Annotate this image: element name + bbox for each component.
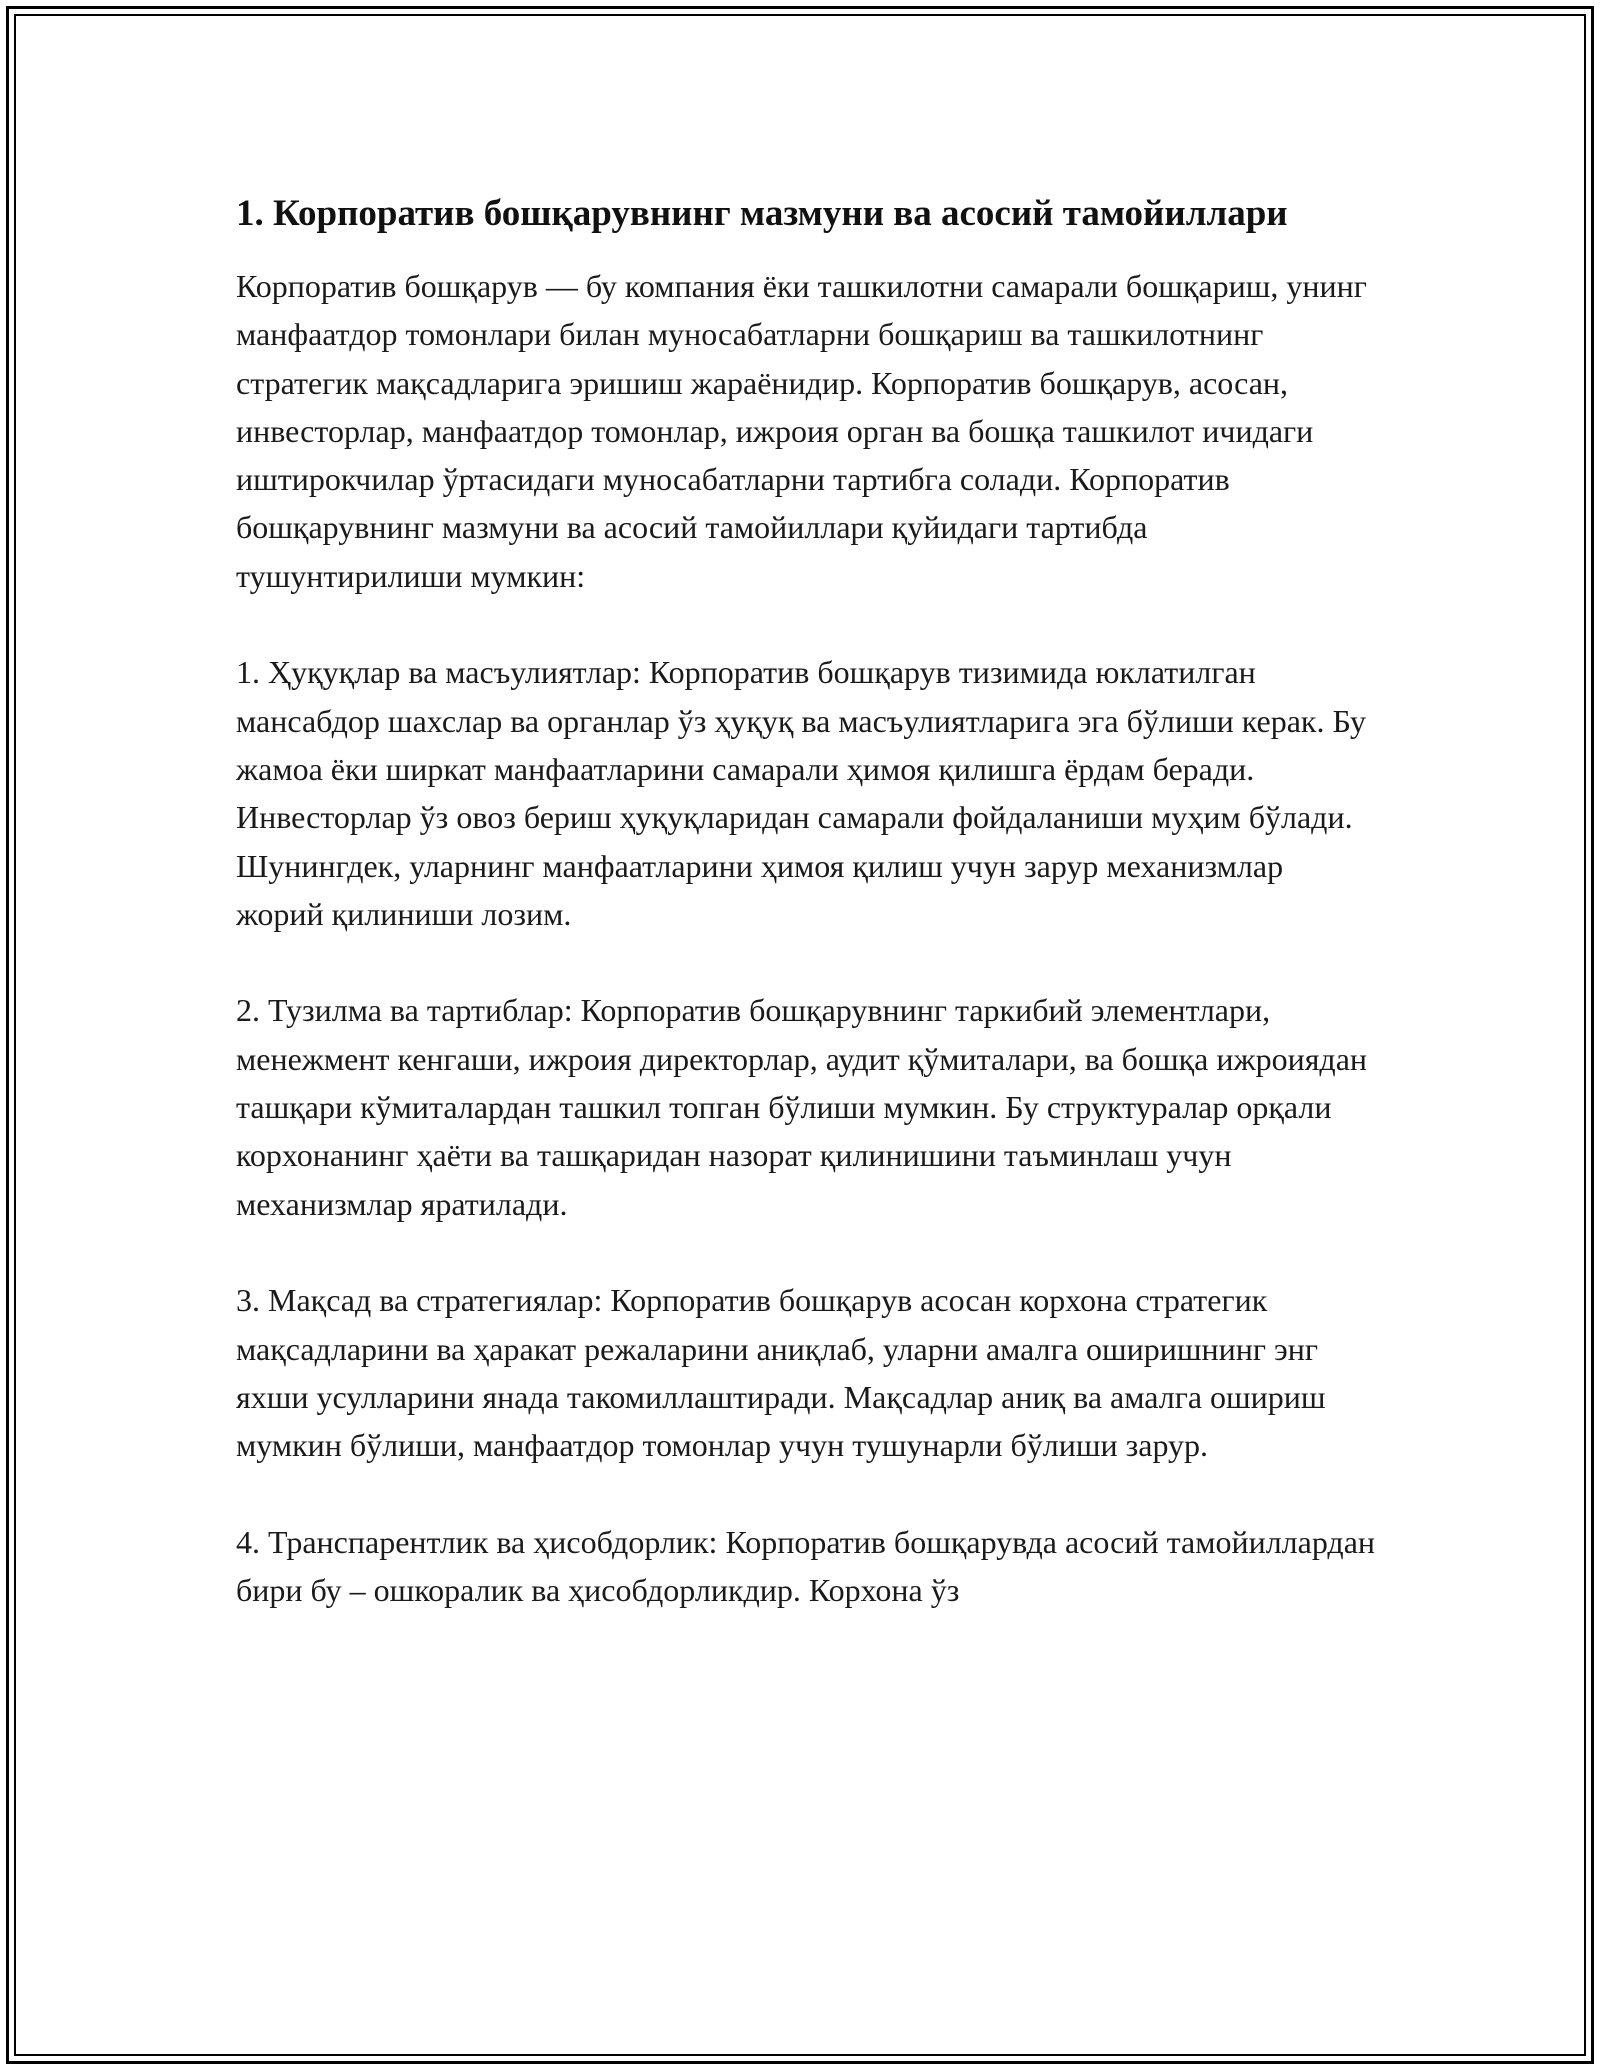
- paragraph-structure-procedures: 2. Тузилма ва тартиблар: Корпоратив бошқарувнинг таркибий элементлари, менежмент кенгаши, ижроия директорлар, аудит қўмиталари, ва бошқа ижроиядан ташқари кўмиталардан ташкил топган бўлиши мумкин. Бу структуралар орқали корхонанинг ҳаёти ва ташқаридан назорат қилинишини таъминлаш учун механизмлар яратилади.: [236, 992, 1368, 1222]
- paragraph-goals-strategies: 3. Мақсад ва стратегиялар: Корпоратив бошқарув асосан корхона стратегик мақсадларини ва ҳаракат режаларини аниқлаб, уларни амалга оширишнинг энг яхши усулларини янада такомиллаштиради. Мақсадлар аниқ ва амалга ошириш мумкин бўлиши, манфаатдор томонлар учун тушунарли бўлиши зарур.: [236, 1282, 1326, 1464]
- document-body: [236, 186, 1376, 1663]
- intro-paragraph: Корпоратив бошқарув — бу компания ёки ташкилотни самарали бошқариш, унинг манфаатдор томонлари билан муносабатларни бошқариш ва ташкилотнинг стратегик мақсадларига эришиш жараёнидир. Корпоратив бошқарув, асосан, инвесторлар, манфаатдор томонлар, ижроия орган ва бошқа ташкилот ичидаги иштирокчилар ўртасидаги муносабатларни тартибга солади. Корпоратив бошқарувнинг мазмуни ва асосий тамойиллари қуйидаги тартибда тушунтирилиши мумкин:: [236, 268, 1367, 594]
- section-heading: 1. Корпоратив бошқарувнинг мазмуни ва асосий тамойиллари: [236, 193, 1288, 234]
- paragraph-transparency-accountability: 4. Транспарентлик ва ҳисобдорлик: Корпоратив бошқарувда асосий тамойиллардан бири бу – ошкоралик ва ҳисобдорликдир. Корхона ўз: [236, 1523, 1376, 1609]
- paragraph-rights-responsibilities: 1. Ҳуқуқлар ва масъулиятлар: Корпоратив бошқарув тизимида юклатилган мансабдор шахслар ва органлар ўз ҳуқуқ ва масъулиятларига эга бўлиши керак. Бу жамоа ёки ширкат манфаатларини самарали ҳимоя қилишга ёрдам беради. Инвесторлар ўз овоз бериш ҳуқуқларидан самарали фойдаланиши муҳим бўлади. Шунингдек, уларнинг манфаатларини ҳимоя қилиш учун зарур механизмлар жорий қилиниши лозим.: [236, 654, 1367, 932]
